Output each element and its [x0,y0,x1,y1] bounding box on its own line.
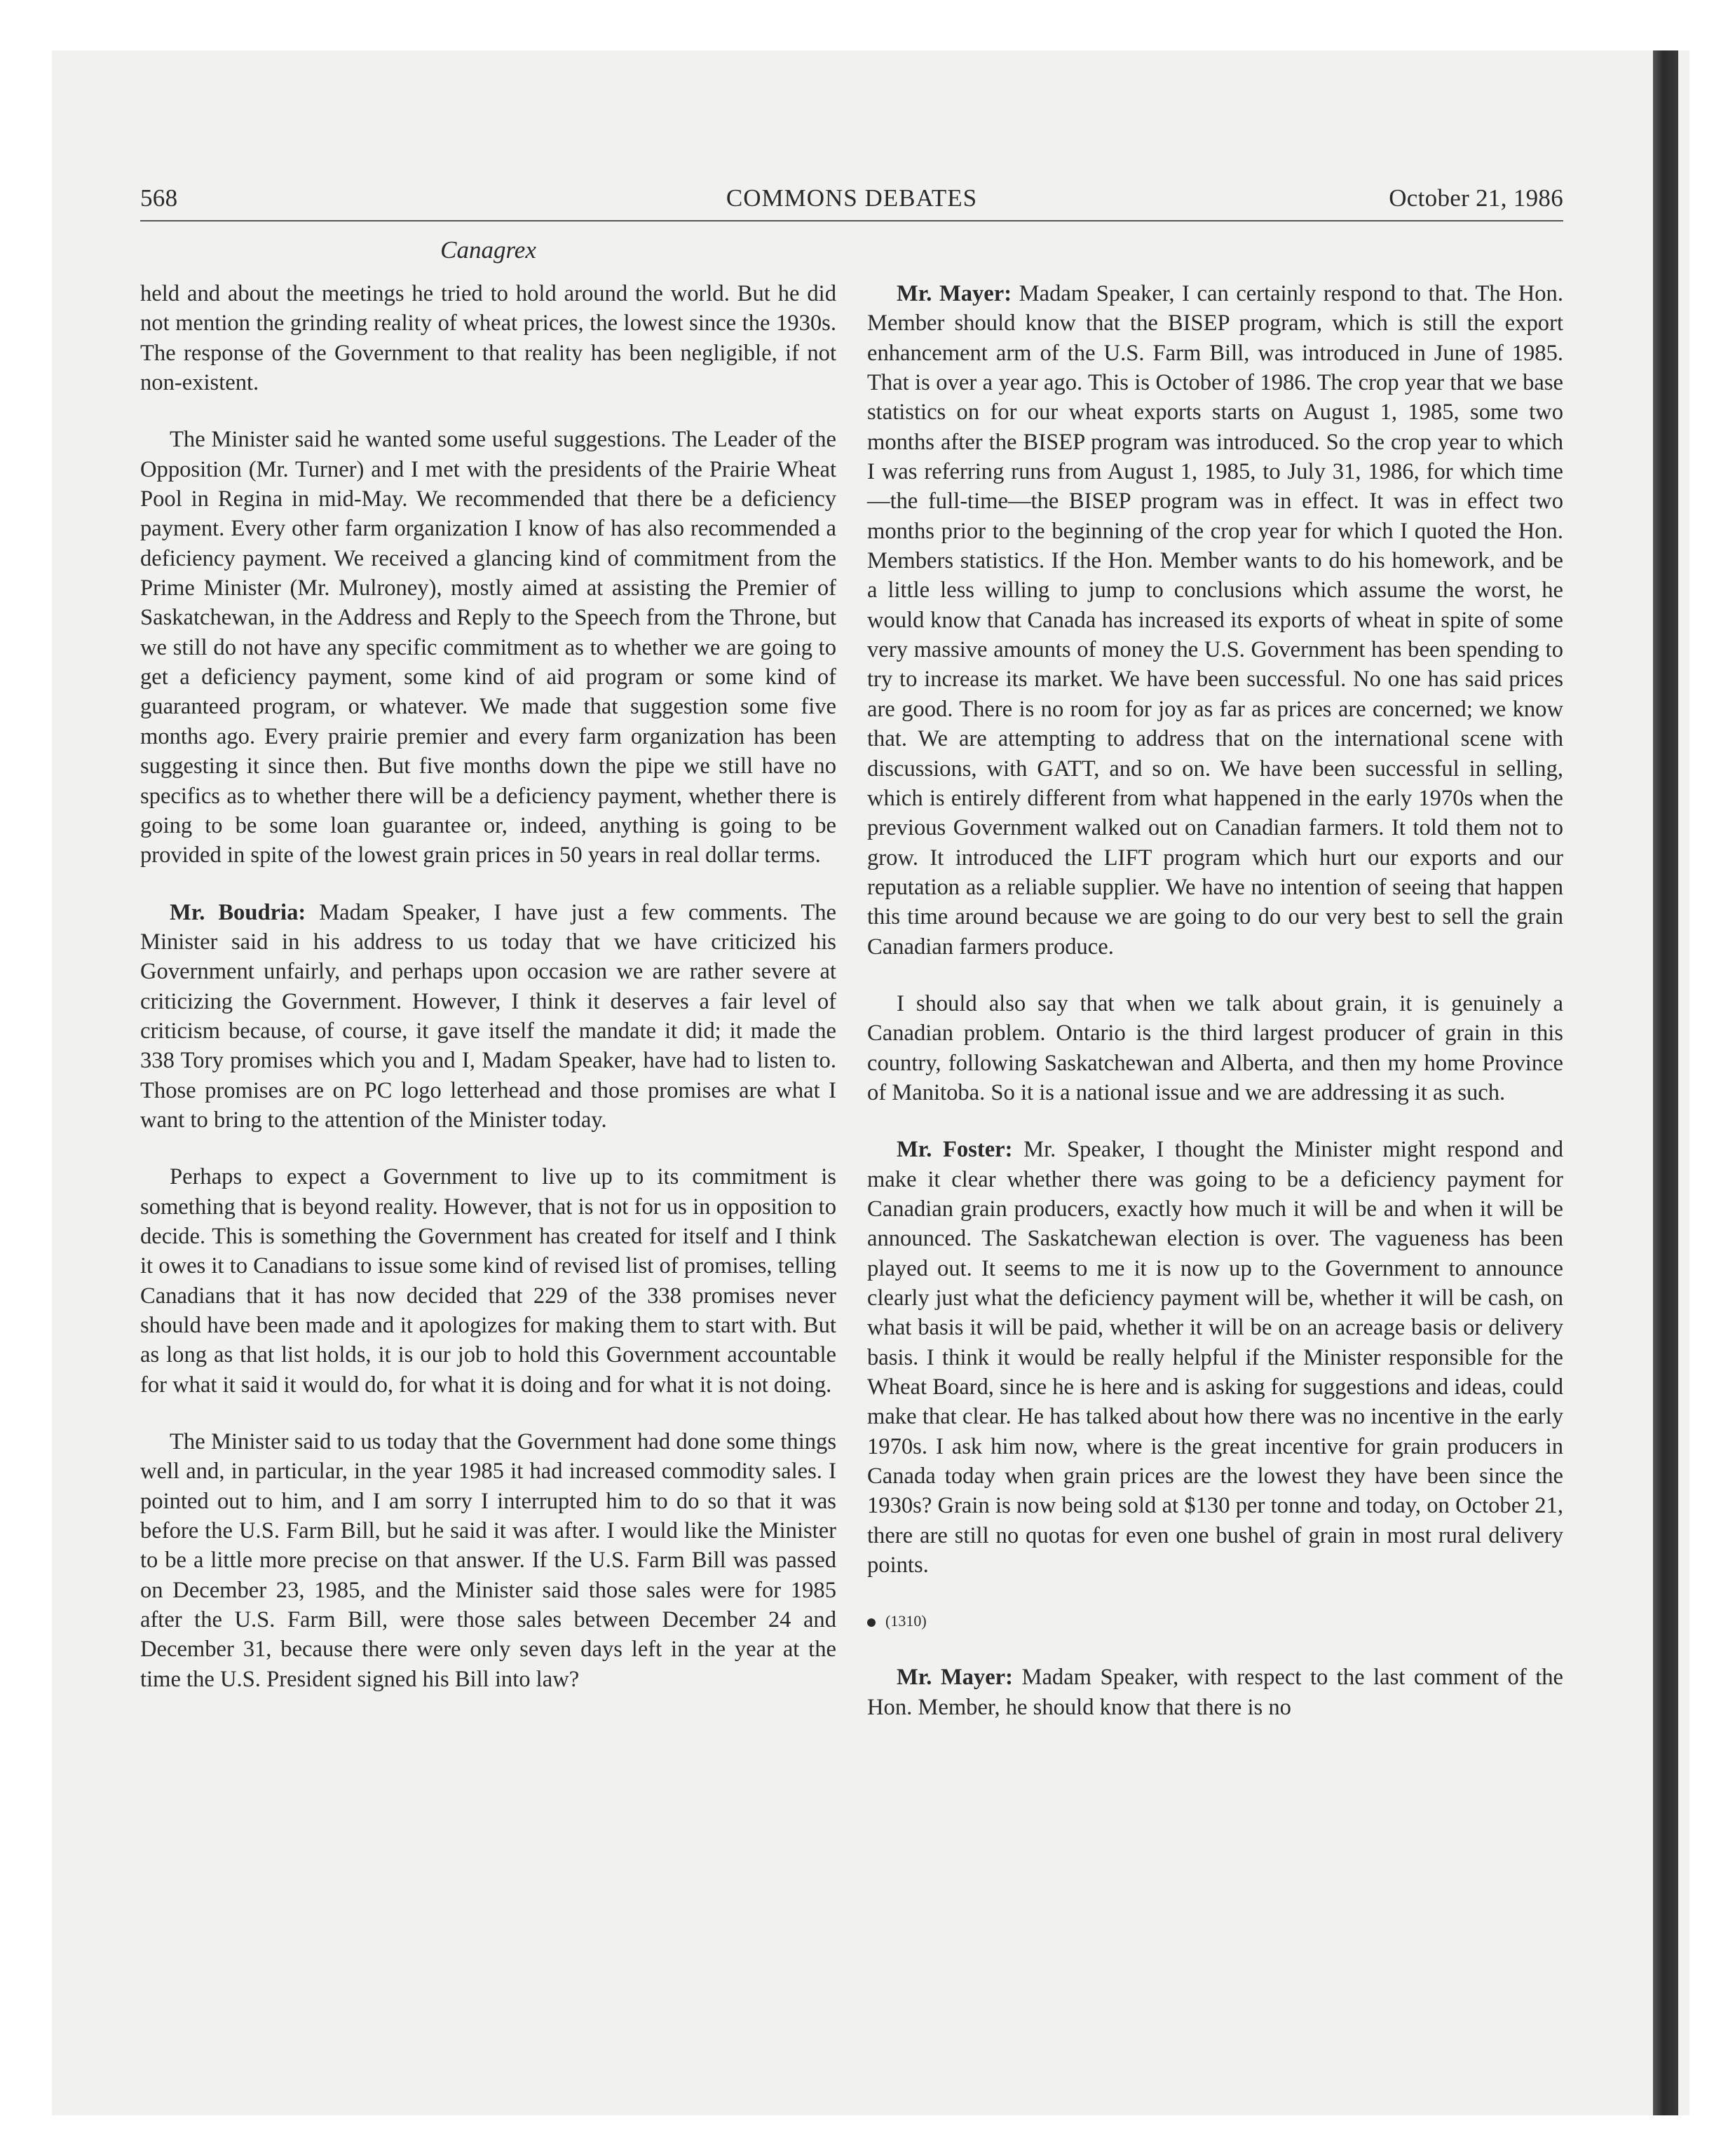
speech-text: Madam Speaker, with respect to the last comment of the Hon. Member, he should know that there is no [867,1665,1563,1720]
time-marker [867,1607,1563,1635]
paragraph: The Minister said to us today that the Government had done some things well and, in particular, in the year 1985 it had increased commodity sales. I pointed out to him, and I am sorry I interrupted him to do so that it was before the U.S. Farm Bill, but he said it was after. I would like the Minister to be a little more precise on that answer. If the U.S. Farm Bill was passed on December 23, 1985, and the Minister said those sales were for 1985 after the U.S. Farm Bill, were those sales between December 24 and December 31, because there were only seven days left in the year at the time the U.S. President signed his Bill into law? [140,1429,836,1692]
speaker-name: Mr. Mayer: [897,281,1012,306]
issue-date: October 21, 1986 [1389,184,1563,212]
paragraph: held and about the meetings he tried to hold around the world. But he did not mention the grinding reality of wheat prices, the lowest since the 1930s. The response of the Government to that reality has been negligible, if not non-existent. [140,281,836,396]
speaker-name: Mr. Boudria: [170,899,306,925]
bullet-icon [867,1618,876,1627]
speech-paragraph [140,898,836,1135]
speech-text: Madam Speaker, I have just a few comments. The Minister said in his address to us today that we have criticized his Government unfairly, and perhaps upon occasion we are rather severe at criticizing the Government. However, I think it deserves a fair level of criticism because, of course, it gave itself the mandate it did; it made the 338 Tory promises which you and I, Madam Speaker, have had to listen to. Those promises are on PC logo letterhead and those promises are what I want to bring to the attention of the Minister today. [140,899,836,1133]
paragraph: Perhaps to expect a Government to live up to its commitment is something that is beyond reality. However, that is not for us in opposition to decide. This is something the Government has created for itself and I think it owes it to Canadians to issue some kind of revised list of promises, telling Canadians that it has now decided that 229 of the 338 promises never should have been made and it apologizes for making them to start with. But as long as that list holds, it is our job to hold this Government accountable for what it said it would do, for what it is doing and for what it is not doing. [140,1164,836,1398]
speech-paragraph [867,279,1563,962]
speaker-name: Mr. Foster: [897,1137,1013,1163]
paragraph: The Minister said he wanted some useful suggestions. The Leader of the Opposition (Mr. Turner) and I met with the presidents of the Prairie Wheat Pool in Regina in mid-May. We recommended that there be a deficiency payment. Every other farm organization I know of has also recommended a deficiency payment. We received a glancing kind of commitment from the Prime Minister (Mr. Mulroney), mostly aimed at assisting the Premier of Saskatchewan, in the Address and Reply to the Speech from the Throne, but we still do not have any specific commitment as to whether we are going to get a deficiency payment, some kind of aid program or some kind of guaranteed program, or whatever. We made that suggestion some five months ago. Every prairie premier and every farm organization has been suggesting it since then. But five months down the pipe we still have no specifics as to whether there will be a deficiency payment, whether there is going to be some loan guarantee or, indeed, anything is going to be provided in spite of the lowest grain prices in 50 years in real dollar terms. [140,427,836,868]
speech-paragraph [867,1663,1563,1722]
journal-title: COMMONS DEBATES [726,184,978,212]
speech-text: Madam Speaker, I can certainly respond to that. The Hon. Member should know that the BISEP program, which is still the export enhancement arm of the U.S. Farm Bill, was introduced in June of 1985. That is over a year ago. This is October of 1986. The crop year that we base statistics on for our wheat exports starts on August 1, 1985, some two months after the BISEP program was introduced. So the crop year to which I was referring runs from August 1, 1985, to July 31, 1986, for which time—the full-time—the BISEP program was in effect. It was in effect two months prior to the beginning of the crop year for which I quoted the Hon. Members statistics. If the Hon. Member wants to do his homework, and be a little less willing to jump to conclusions which assume the worst, he would know that Canada has increased its exports of wheat in spite of some very massive amounts of money the U.S. Government has been spending to try to increase its market. We have been successful. No one has said prices are good. There is no room for joy as far as prices are concerned; we know that. We are attempting to address that on the international scene with discussions, with GATT, and so on. We have been successful in selling, which is entirely different from what happened in the early 1970s when the previous Government walked out on Canadian farmers. It told them not to grow. It introduced the LIFT program which hurt our exports and our reputation as a reliable supplier. We have no intention of seeing that happen this time around because we are going to do our very best to sell the grain Canadian farmers produce. [867,281,1563,960]
left-column [140,279,836,1721]
time-marker-text: (1310) [885,1612,927,1630]
binding-edge-shadow [1653,50,1678,2115]
page-number: 568 [140,184,178,212]
page-header [140,178,1563,221]
speaker-name: Mr. Mayer: [897,1665,1013,1691]
speech-paragraph [867,1135,1563,1580]
paragraph: I should also say that when we talk about grain, it is genuinely a Canadian problem. Ontario is the third largest producer of grain in this country, following Saskatchewan and Alberta, and then my home Province of Manitoba. So it is a national issue and we are addressing it as such. [867,990,1563,1105]
speech-text: Mr. Speaker, I thought the Minister might respond and make it clear whether there was going to be a deficiency payment for Canadian grain producers, exactly how much it will be and when it will be announced. The Saskatchewan election is over. The vagueness has been played out. It seems to me it is now up to the Government to announce clearly just what the deficiency payment will be, whether it will be cash, on what basis it will be paid, whether it will be on an acreage basis or delivery basis. I think it would be really helpful if the Minister responsible for the Wheat Board, since he is here and is asking for suggestions and ideas, could make that clear. He has talked about how there was no incentive in the early 1970s. I ask him now, where is the great incentive for grain producers in Canada today when grain prices are the lowest they have been since the 1930s? Grain is now being sold at $130 per tonne and today, on October 21, there are still no quotas for even one bushel of grain in most rural delivery points. [867,1137,1563,1578]
subject-heading: Canagrex [440,236,536,264]
right-column [867,279,1563,1749]
